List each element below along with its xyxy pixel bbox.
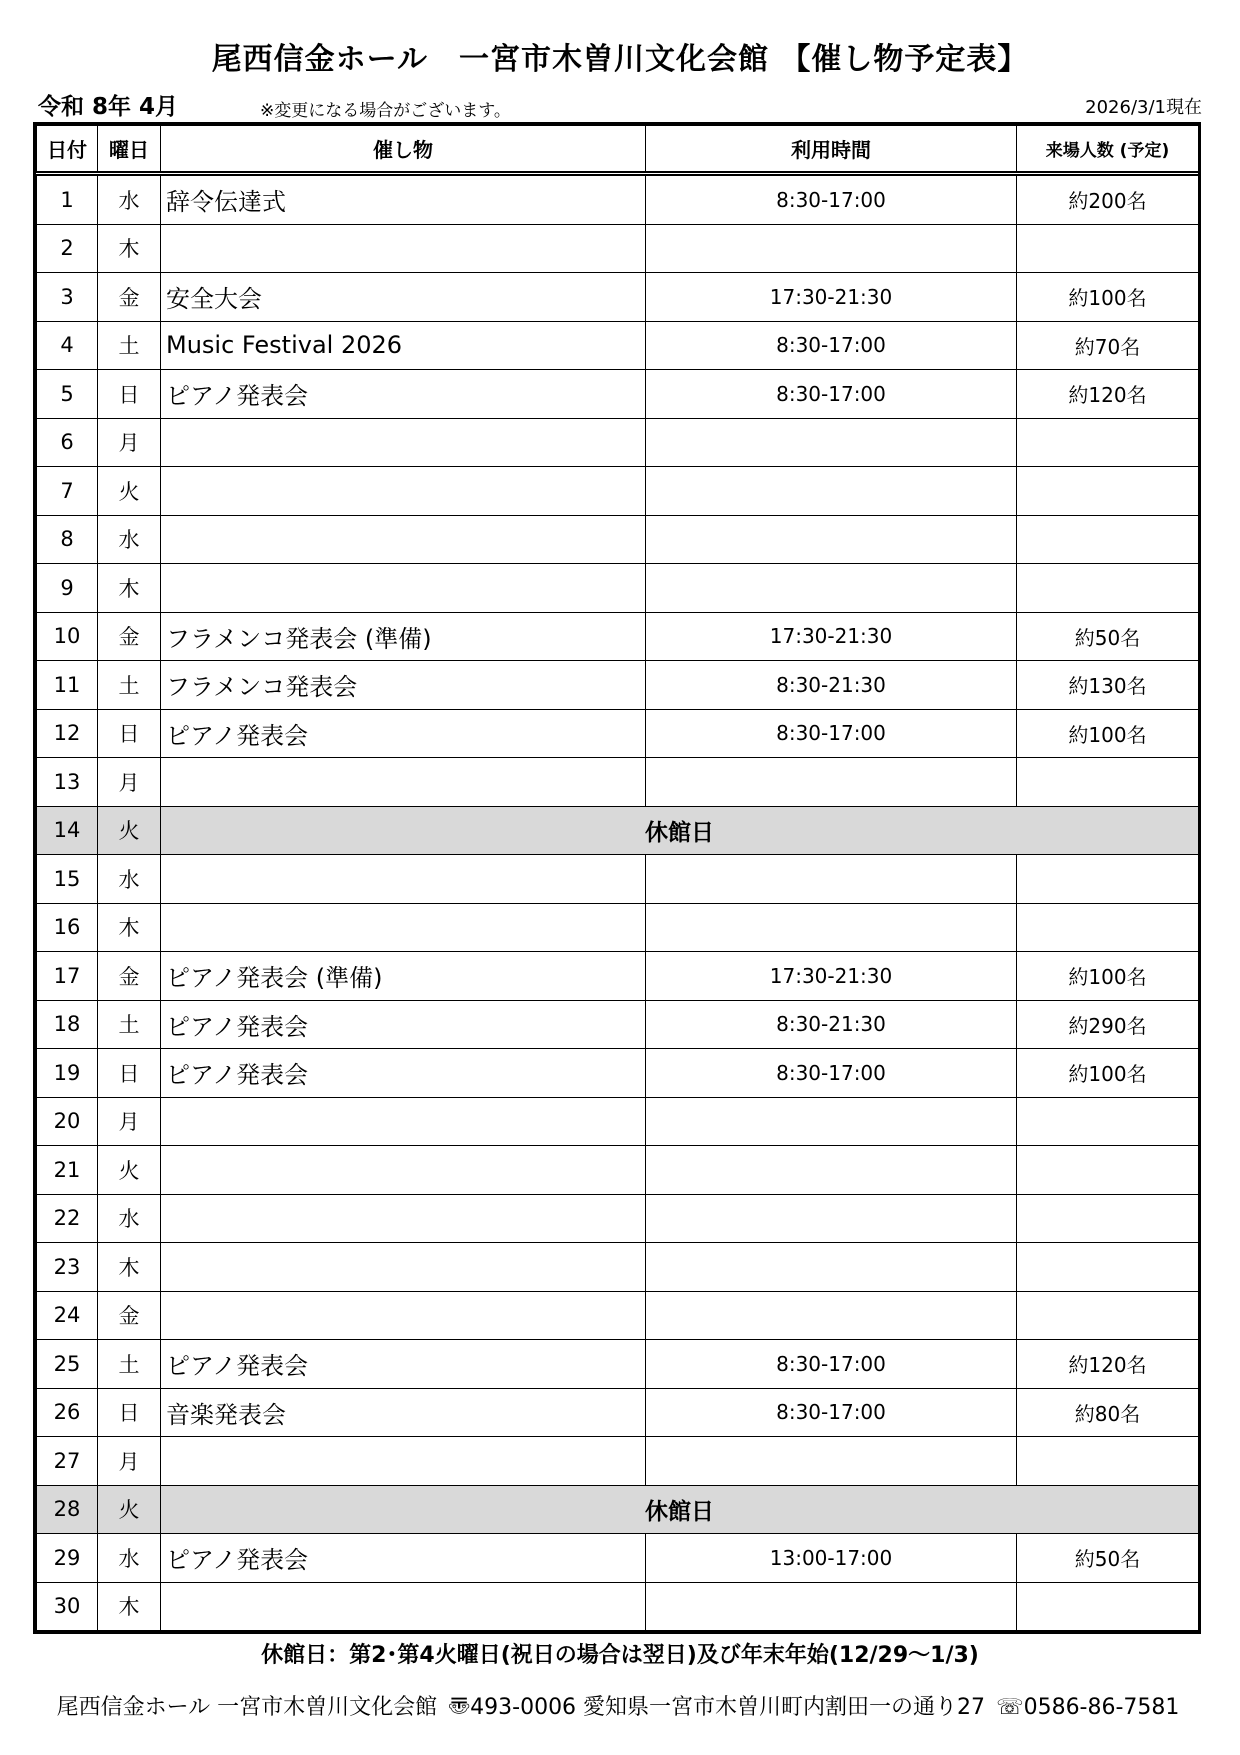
attendance-cell: 約50名 bbox=[1017, 1534, 1199, 1583]
time-cell bbox=[646, 467, 1017, 516]
attendance-cell bbox=[1017, 1437, 1199, 1486]
column-header-event: 催し物 bbox=[161, 126, 646, 174]
event-cell: 辞令伝達式 bbox=[161, 174, 646, 225]
time-cell bbox=[646, 1291, 1017, 1340]
attendance-cell bbox=[1017, 467, 1199, 516]
event-cell: ピアノ発表会 bbox=[161, 1340, 646, 1389]
time-cell bbox=[646, 758, 1017, 807]
day-cell: 11 bbox=[37, 661, 98, 710]
time-cell: 17:30-21:30 bbox=[646, 952, 1017, 1001]
attendance-cell: 約100名 bbox=[1017, 1049, 1199, 1098]
event-cell: ピアノ発表会 bbox=[161, 370, 646, 419]
day-cell: 30 bbox=[37, 1582, 98, 1631]
day-cell: 1 bbox=[37, 174, 98, 225]
day-cell: 15 bbox=[37, 855, 98, 904]
weekday-cell: 水 bbox=[98, 515, 161, 564]
attendance-cell: 約290名 bbox=[1017, 1000, 1199, 1049]
attendance-cell: 約130名 bbox=[1017, 661, 1199, 710]
table-row bbox=[37, 1388, 1199, 1437]
event-cell bbox=[161, 1243, 646, 1292]
day-cell: 2 bbox=[37, 224, 98, 273]
event-cell bbox=[161, 758, 646, 807]
day-cell: 12 bbox=[37, 709, 98, 758]
table-row bbox=[37, 321, 1199, 370]
table-row bbox=[37, 1291, 1199, 1340]
table-row bbox=[37, 515, 1199, 564]
attendance-cell: 約100名 bbox=[1017, 952, 1199, 1001]
closed-day-row bbox=[37, 806, 1199, 855]
weekday-cell: 土 bbox=[98, 1000, 161, 1049]
time-cell: 8:30-17:00 bbox=[646, 1340, 1017, 1389]
weekday-cell: 木 bbox=[98, 224, 161, 273]
day-cell: 22 bbox=[37, 1194, 98, 1243]
venue-name: 尾西信金ホール 一宮市木曽川文化会館 bbox=[56, 1695, 438, 1720]
column-header-weekday: 曜日 bbox=[98, 126, 161, 174]
time-cell bbox=[646, 855, 1017, 904]
day-cell: 21 bbox=[37, 1146, 98, 1195]
time-cell: 17:30-21:30 bbox=[646, 273, 1017, 322]
table-row bbox=[37, 370, 1199, 419]
attendance-cell bbox=[1017, 1243, 1199, 1292]
event-cell: Music Festival 2026 bbox=[161, 321, 646, 370]
event-cell bbox=[161, 903, 646, 952]
event-cell: 安全大会 bbox=[161, 273, 646, 322]
event-cell bbox=[161, 1582, 646, 1631]
weekday-cell: 金 bbox=[98, 1291, 161, 1340]
weekday-cell: 日 bbox=[98, 1049, 161, 1098]
event-cell: フラメンコ発表会 (準備) bbox=[161, 612, 646, 661]
venue-address: 〠493-0006 愛知県一宮市木曽川町内割田一の通り27 bbox=[448, 1695, 986, 1720]
table-row bbox=[37, 1000, 1199, 1049]
attendance-cell: 約70名 bbox=[1017, 321, 1199, 370]
weekday-cell: 火 bbox=[98, 806, 161, 855]
change-notice: ※変更になる場合がございます。 bbox=[260, 101, 511, 121]
day-cell: 14 bbox=[37, 806, 98, 855]
day-cell: 26 bbox=[37, 1388, 98, 1437]
time-cell bbox=[646, 1146, 1017, 1195]
weekday-cell: 木 bbox=[98, 1582, 161, 1631]
day-cell: 25 bbox=[37, 1340, 98, 1389]
event-cell bbox=[161, 515, 646, 564]
table-row bbox=[37, 903, 1199, 952]
attendance-cell bbox=[1017, 758, 1199, 807]
weekday-cell: 水 bbox=[98, 855, 161, 904]
table-row bbox=[37, 612, 1199, 661]
event-cell bbox=[161, 224, 646, 273]
header-row bbox=[37, 126, 1199, 174]
day-cell: 5 bbox=[37, 370, 98, 419]
attendance-cell bbox=[1017, 903, 1199, 952]
attendance-cell bbox=[1017, 418, 1199, 467]
attendance-cell bbox=[1017, 1097, 1199, 1146]
table-row bbox=[37, 174, 1199, 225]
weekday-cell: 水 bbox=[98, 1194, 161, 1243]
day-cell: 27 bbox=[37, 1437, 98, 1486]
time-cell: 8:30-17:00 bbox=[646, 709, 1017, 758]
table-row bbox=[37, 467, 1199, 516]
time-cell: 13:00-17:00 bbox=[646, 1534, 1017, 1583]
day-cell: 13 bbox=[37, 758, 98, 807]
day-cell: 6 bbox=[37, 418, 98, 467]
time-cell bbox=[646, 564, 1017, 613]
weekday-cell: 月 bbox=[98, 1437, 161, 1486]
attendance-cell bbox=[1017, 1582, 1199, 1631]
time-cell bbox=[646, 1582, 1017, 1631]
event-cell bbox=[161, 1194, 646, 1243]
weekday-cell: 火 bbox=[98, 1485, 161, 1534]
page-title: 尾西信金ホール 一宮市木曽川文化会館 【催し物予定表】 bbox=[211, 42, 1029, 77]
time-cell: 8:30-17:00 bbox=[646, 174, 1017, 225]
time-cell bbox=[646, 418, 1017, 467]
event-cell: 音楽発表会 bbox=[161, 1388, 646, 1437]
event-cell: ピアノ発表会 bbox=[161, 1049, 646, 1098]
table-row bbox=[37, 758, 1199, 807]
table-row bbox=[37, 418, 1199, 467]
time-cell bbox=[646, 1437, 1017, 1486]
table-row bbox=[37, 564, 1199, 613]
attendance-cell bbox=[1017, 224, 1199, 273]
time-cell: 8:30-21:30 bbox=[646, 1000, 1017, 1049]
weekday-cell: 月 bbox=[98, 418, 161, 467]
event-cell: フラメンコ発表会 bbox=[161, 661, 646, 710]
weekday-cell: 火 bbox=[98, 467, 161, 516]
weekday-cell: 火 bbox=[98, 1146, 161, 1195]
event-cell bbox=[161, 1437, 646, 1486]
table-row bbox=[37, 952, 1199, 1001]
day-cell: 28 bbox=[37, 1485, 98, 1534]
table-row bbox=[37, 855, 1199, 904]
table-row bbox=[37, 1582, 1199, 1631]
time-cell: 17:30-21:30 bbox=[646, 612, 1017, 661]
table-row bbox=[37, 224, 1199, 273]
era-month: 令和 8年 4月 bbox=[38, 94, 179, 120]
attendance-cell: 約100名 bbox=[1017, 273, 1199, 322]
event-cell: ピアノ発表会 (準備) bbox=[161, 952, 646, 1001]
event-cell bbox=[161, 564, 646, 613]
weekday-cell: 日 bbox=[98, 709, 161, 758]
time-cell bbox=[646, 515, 1017, 564]
time-cell bbox=[646, 1243, 1017, 1292]
time-cell: 8:30-17:00 bbox=[646, 1388, 1017, 1437]
day-cell: 23 bbox=[37, 1243, 98, 1292]
event-cell bbox=[161, 1146, 646, 1195]
attendance-cell bbox=[1017, 515, 1199, 564]
attendance-cell: 約200名 bbox=[1017, 174, 1199, 225]
closed-label: 休館日 bbox=[161, 1485, 1199, 1534]
day-cell: 4 bbox=[37, 321, 98, 370]
time-cell bbox=[646, 1097, 1017, 1146]
column-header-time: 利用時間 bbox=[646, 126, 1017, 174]
day-cell: 10 bbox=[37, 612, 98, 661]
weekday-cell: 金 bbox=[98, 952, 161, 1001]
as-of-date: 2026/3/1現在 bbox=[1085, 97, 1202, 118]
attendance-cell bbox=[1017, 1146, 1199, 1195]
time-cell bbox=[646, 903, 1017, 952]
attendance-cell bbox=[1017, 1291, 1199, 1340]
attendance-cell bbox=[1017, 1194, 1199, 1243]
table-row bbox=[37, 273, 1199, 322]
venue-phone: ☏0586-86-7581 bbox=[996, 1695, 1180, 1720]
day-cell: 29 bbox=[37, 1534, 98, 1583]
table-row bbox=[37, 661, 1199, 710]
closed-days-note: 休館日：第2･第4火曜日(祝日の場合は翌日)及び年末年始(12/29～1/3) bbox=[261, 1643, 979, 1668]
schedule-body bbox=[37, 174, 1199, 1631]
weekday-cell: 月 bbox=[98, 1097, 161, 1146]
weekday-cell: 水 bbox=[98, 174, 161, 225]
attendance-cell bbox=[1017, 855, 1199, 904]
day-cell: 8 bbox=[37, 515, 98, 564]
day-cell: 17 bbox=[37, 952, 98, 1001]
closed-day-row bbox=[37, 1485, 1199, 1534]
table-row bbox=[37, 1097, 1199, 1146]
day-cell: 24 bbox=[37, 1291, 98, 1340]
time-cell bbox=[646, 224, 1017, 273]
time-cell: 8:30-17:00 bbox=[646, 321, 1017, 370]
weekday-cell: 月 bbox=[98, 758, 161, 807]
weekday-cell: 日 bbox=[98, 370, 161, 419]
table-row bbox=[37, 1146, 1199, 1195]
schedule-table-frame bbox=[33, 122, 1201, 1634]
weekday-cell: 金 bbox=[98, 273, 161, 322]
day-cell: 18 bbox=[37, 1000, 98, 1049]
attendance-cell: 約120名 bbox=[1017, 370, 1199, 419]
venue-contact bbox=[0, 1690, 1240, 1721]
table-row bbox=[37, 1243, 1199, 1292]
day-cell: 19 bbox=[37, 1049, 98, 1098]
event-cell bbox=[161, 855, 646, 904]
event-cell: ピアノ発表会 bbox=[161, 709, 646, 758]
schedule-table bbox=[36, 125, 1199, 1631]
time-cell: 8:30-21:30 bbox=[646, 661, 1017, 710]
event-cell bbox=[161, 418, 646, 467]
event-cell bbox=[161, 467, 646, 516]
table-row bbox=[37, 1049, 1199, 1098]
table-row bbox=[37, 709, 1199, 758]
time-cell: 8:30-17:00 bbox=[646, 1049, 1017, 1098]
event-cell: ピアノ発表会 bbox=[161, 1000, 646, 1049]
table-row bbox=[37, 1340, 1199, 1389]
weekday-cell: 土 bbox=[98, 321, 161, 370]
attendance-cell bbox=[1017, 564, 1199, 613]
event-cell bbox=[161, 1291, 646, 1340]
day-cell: 20 bbox=[37, 1097, 98, 1146]
event-cell: ピアノ発表会 bbox=[161, 1534, 646, 1583]
table-row bbox=[37, 1437, 1199, 1486]
weekday-cell: 木 bbox=[98, 564, 161, 613]
day-cell: 7 bbox=[37, 467, 98, 516]
day-cell: 16 bbox=[37, 903, 98, 952]
table-row bbox=[37, 1534, 1199, 1583]
column-header-attendance: 来場人数 (予定) bbox=[1017, 126, 1199, 174]
attendance-cell: 約120名 bbox=[1017, 1340, 1199, 1389]
weekday-cell: 水 bbox=[98, 1534, 161, 1583]
weekday-cell: 土 bbox=[98, 661, 161, 710]
subheader bbox=[38, 88, 1202, 122]
attendance-cell: 約100名 bbox=[1017, 709, 1199, 758]
time-cell bbox=[646, 1194, 1017, 1243]
weekday-cell: 金 bbox=[98, 612, 161, 661]
closed-label: 休館日 bbox=[161, 806, 1199, 855]
weekday-cell: 土 bbox=[98, 1340, 161, 1389]
weekday-cell: 木 bbox=[98, 903, 161, 952]
day-cell: 9 bbox=[37, 564, 98, 613]
event-cell bbox=[161, 1097, 646, 1146]
time-cell: 8:30-17:00 bbox=[646, 370, 1017, 419]
attendance-cell: 約80名 bbox=[1017, 1388, 1199, 1437]
day-cell: 3 bbox=[37, 273, 98, 322]
weekday-cell: 木 bbox=[98, 1243, 161, 1292]
attendance-cell: 約50名 bbox=[1017, 612, 1199, 661]
column-header-day: 日付 bbox=[37, 126, 98, 174]
table-row bbox=[37, 1194, 1199, 1243]
weekday-cell: 日 bbox=[98, 1388, 161, 1437]
